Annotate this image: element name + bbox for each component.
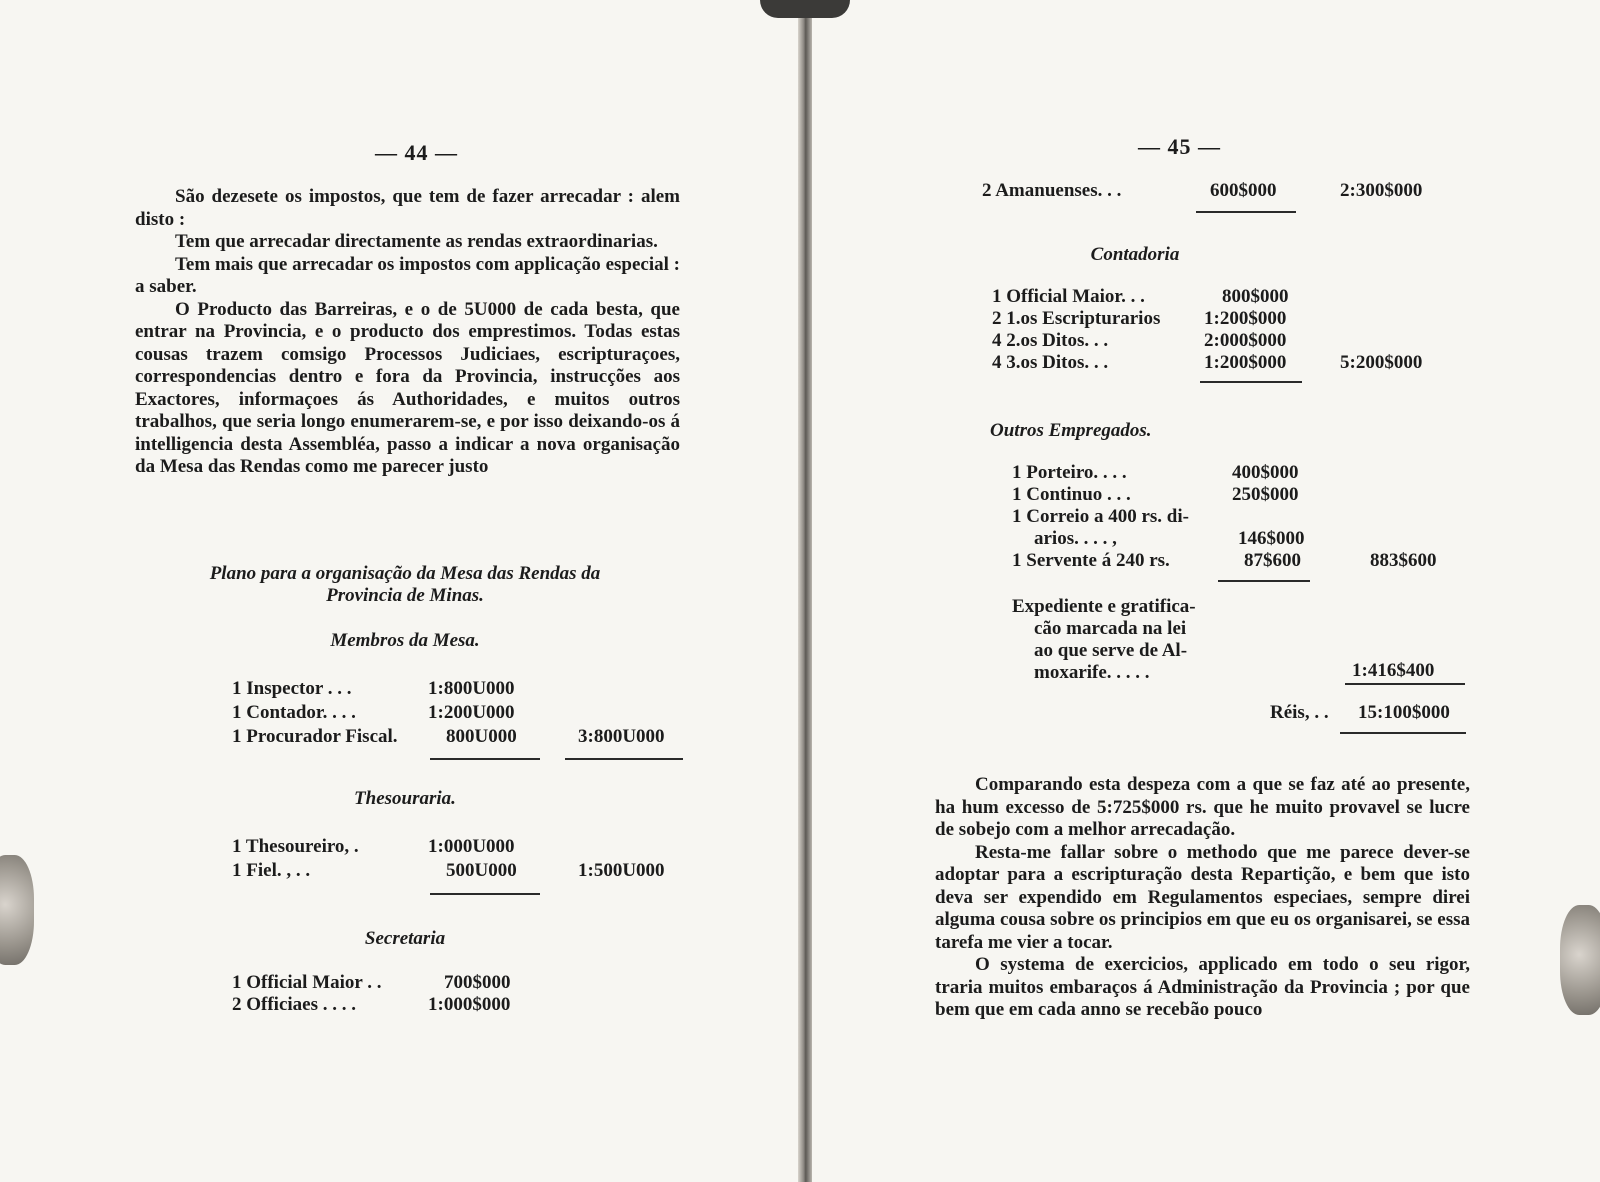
expediente-block <box>1012 596 1462 688</box>
ledger-row <box>1012 484 1462 508</box>
sum-rule <box>1200 381 1302 383</box>
row-label: 1 Correio a 400 rs. di- <box>1012 506 1189 527</box>
plan-title-line-2: Provincia de Minas. <box>326 585 484 606</box>
row-total: 15:100$000 <box>1358 702 1450 723</box>
plan-title-line-1: Plano para a organisação da Mesa das Rendas da <box>209 563 601 584</box>
row-amount: 87$600 <box>1244 550 1301 571</box>
ledger-row <box>1012 506 1462 530</box>
sum-rule <box>430 758 540 760</box>
left-body-text <box>135 186 680 479</box>
row-amount: 400$000 <box>1232 462 1299 483</box>
row-amount: 250$000 <box>1232 484 1299 505</box>
book-gutter <box>798 0 812 1182</box>
ledger-row <box>992 330 1462 354</box>
row-amount: 600$000 <box>1210 180 1277 201</box>
row-label: 4 2.os Ditos. . . <box>992 330 1109 351</box>
ledger-row <box>992 352 1462 376</box>
ledger-row <box>1012 528 1462 552</box>
row-amount: 700$000 <box>444 972 511 993</box>
row-amount: 1:000$000 <box>428 994 511 1015</box>
thumb-right <box>1560 905 1600 1015</box>
paragraph: O Producto das Barreiras, e o de 5U000 de cada besta, que entrar na Provincia, e o producto dos emprestimos. Todas estas cousas trazem comsigo Processos Judiciaes, escripturaçoes, correspondencias dentro e fora da Provincia, instrucções aos Exactores, informaçoes ás Authoridades, e muitos outros trabalhos, que seria longo enumerarem-se, e por isso deixando-os á intelligencia desta Assembléa, passo a indicar a nova organisação da Mesa das Rendas como me parecer justo <box>135 298 680 477</box>
row-amount: 1:800U000 <box>428 678 515 699</box>
expediente-line: cão marcada na lei <box>1034 618 1187 639</box>
row-label: 1 Continuo . . . <box>1012 484 1131 505</box>
page-number-left: — 44 — <box>375 140 458 165</box>
row-label: Réis, . . <box>1270 702 1329 723</box>
paragraph: Resta-me fallar sobre o methodo que me parece dever-se adoptar para a escripturação desta Repartição, e bem que isto deva ser expendido em Regulamentos especiaes, sempre direi alguma cousa sobre os principios em que eu os organisarei, se essa tarefa me vier a tocar. <box>935 841 1470 953</box>
row-label: 1 Procurador Fiscal. <box>232 726 398 747</box>
ledger-row <box>982 180 1462 204</box>
row-label: 1 Official Maior. . . <box>992 286 1145 307</box>
ledger-row <box>992 286 1462 310</box>
row-amount: 1:200$000 <box>1204 308 1287 329</box>
row-label: 2 1.os Escripturarios <box>992 308 1161 329</box>
row-amount: 1:200$000 <box>1204 352 1287 373</box>
ledger-row <box>232 726 682 750</box>
sum-rule <box>565 758 683 760</box>
row-label: 1 Thesoureiro, . <box>232 836 359 857</box>
secretaria-heading: Secretaria <box>364 928 446 949</box>
ledger-row <box>232 836 682 860</box>
ledger-row <box>232 678 682 702</box>
row-amount: 146$000 <box>1238 528 1305 549</box>
row-label: 4 3.os Ditos. . . <box>992 352 1109 373</box>
ledger-row <box>232 972 682 996</box>
row-label: 2 Officiaes . . . . <box>232 994 357 1015</box>
row-total: 2:300$000 <box>1340 180 1423 201</box>
row-label: 1 Official Maior . . <box>232 972 382 993</box>
ledger-row <box>1012 550 1462 574</box>
sum-rule <box>1218 580 1310 582</box>
row-label: 1 Inspector . . . <box>232 678 352 699</box>
row-total: 5:200$000 <box>1340 352 1423 373</box>
sum-rule <box>1345 683 1465 685</box>
membros-heading: Membros da Mesa. <box>330 630 480 651</box>
row-total: 1:416$400 <box>1352 660 1435 681</box>
row-amount: 800U000 <box>446 726 517 747</box>
page-number-right: — 45 — <box>1138 134 1221 159</box>
row-amount: 500U000 <box>446 860 517 881</box>
paragraph: Comparando esta despeza com a que se faz até ao presente, ha hum excesso de 5:725$000 rs. que he muito provavel se lucre de sobejo com a melhor arrecadação. <box>935 774 1470 840</box>
row-label: 1 Fiel. , . . <box>232 860 311 881</box>
row-amount: 2:000$000 <box>1204 330 1287 351</box>
right-body-text <box>935 774 1470 1022</box>
row-label: 2 Amanuenses. . . <box>982 180 1122 201</box>
row-amount: 800$000 <box>1222 286 1289 307</box>
outros-heading: Outros Empregados. <box>990 420 1152 441</box>
row-total: 883$600 <box>1370 550 1437 571</box>
sum-rule <box>1196 211 1296 213</box>
ledger-row <box>232 994 682 1018</box>
thumb-left <box>0 855 34 965</box>
expediente-line: ao que serve de Al- <box>1034 640 1188 661</box>
sum-rule <box>1340 732 1466 734</box>
row-amount: 1:200U000 <box>428 702 515 723</box>
plan-title <box>140 563 670 607</box>
paragraph: Tem que arrecadar directamente as rendas extraordinarias. <box>175 231 658 252</box>
row-total: 1:500U000 <box>578 860 665 881</box>
grand-total-row <box>1270 702 1470 726</box>
thesouraria-heading: Thesouraria. <box>354 788 456 809</box>
book-spine-top <box>760 0 850 18</box>
row-label: 1 Servente á 240 rs. <box>1012 550 1170 571</box>
paragraph: Tem mais que arrecadar os impostos com applicação especial : a saber. <box>135 253 680 297</box>
ledger-row <box>992 308 1462 332</box>
paragraph: São dezesete os impostos, que tem de fazer arrecadar : alem disto : <box>135 186 680 230</box>
sum-rule <box>430 893 540 895</box>
ledger-row <box>1012 462 1462 486</box>
row-label: arios. . . . , <box>1034 528 1117 549</box>
expediente-line: Expediente e gratifica- <box>1012 596 1196 617</box>
paragraph: O systema de exercicios, applicado em todo o seu rigor, traria muitos embaraços á Administração da Provincia ; por que bem que em cada anno se recebão pouco <box>935 954 1470 1020</box>
ledger-row <box>232 860 682 884</box>
row-label: 1 Porteiro. . . . <box>1012 462 1127 483</box>
ledger-row <box>232 702 682 726</box>
row-label: 1 Contador. . . . <box>232 702 356 723</box>
contadoria-heading: Contadoria <box>1090 244 1180 265</box>
row-total: 3:800U000 <box>578 726 665 747</box>
row-amount: 1:000U000 <box>428 836 515 857</box>
expediente-line: moxarife. . . . . <box>1034 662 1150 683</box>
